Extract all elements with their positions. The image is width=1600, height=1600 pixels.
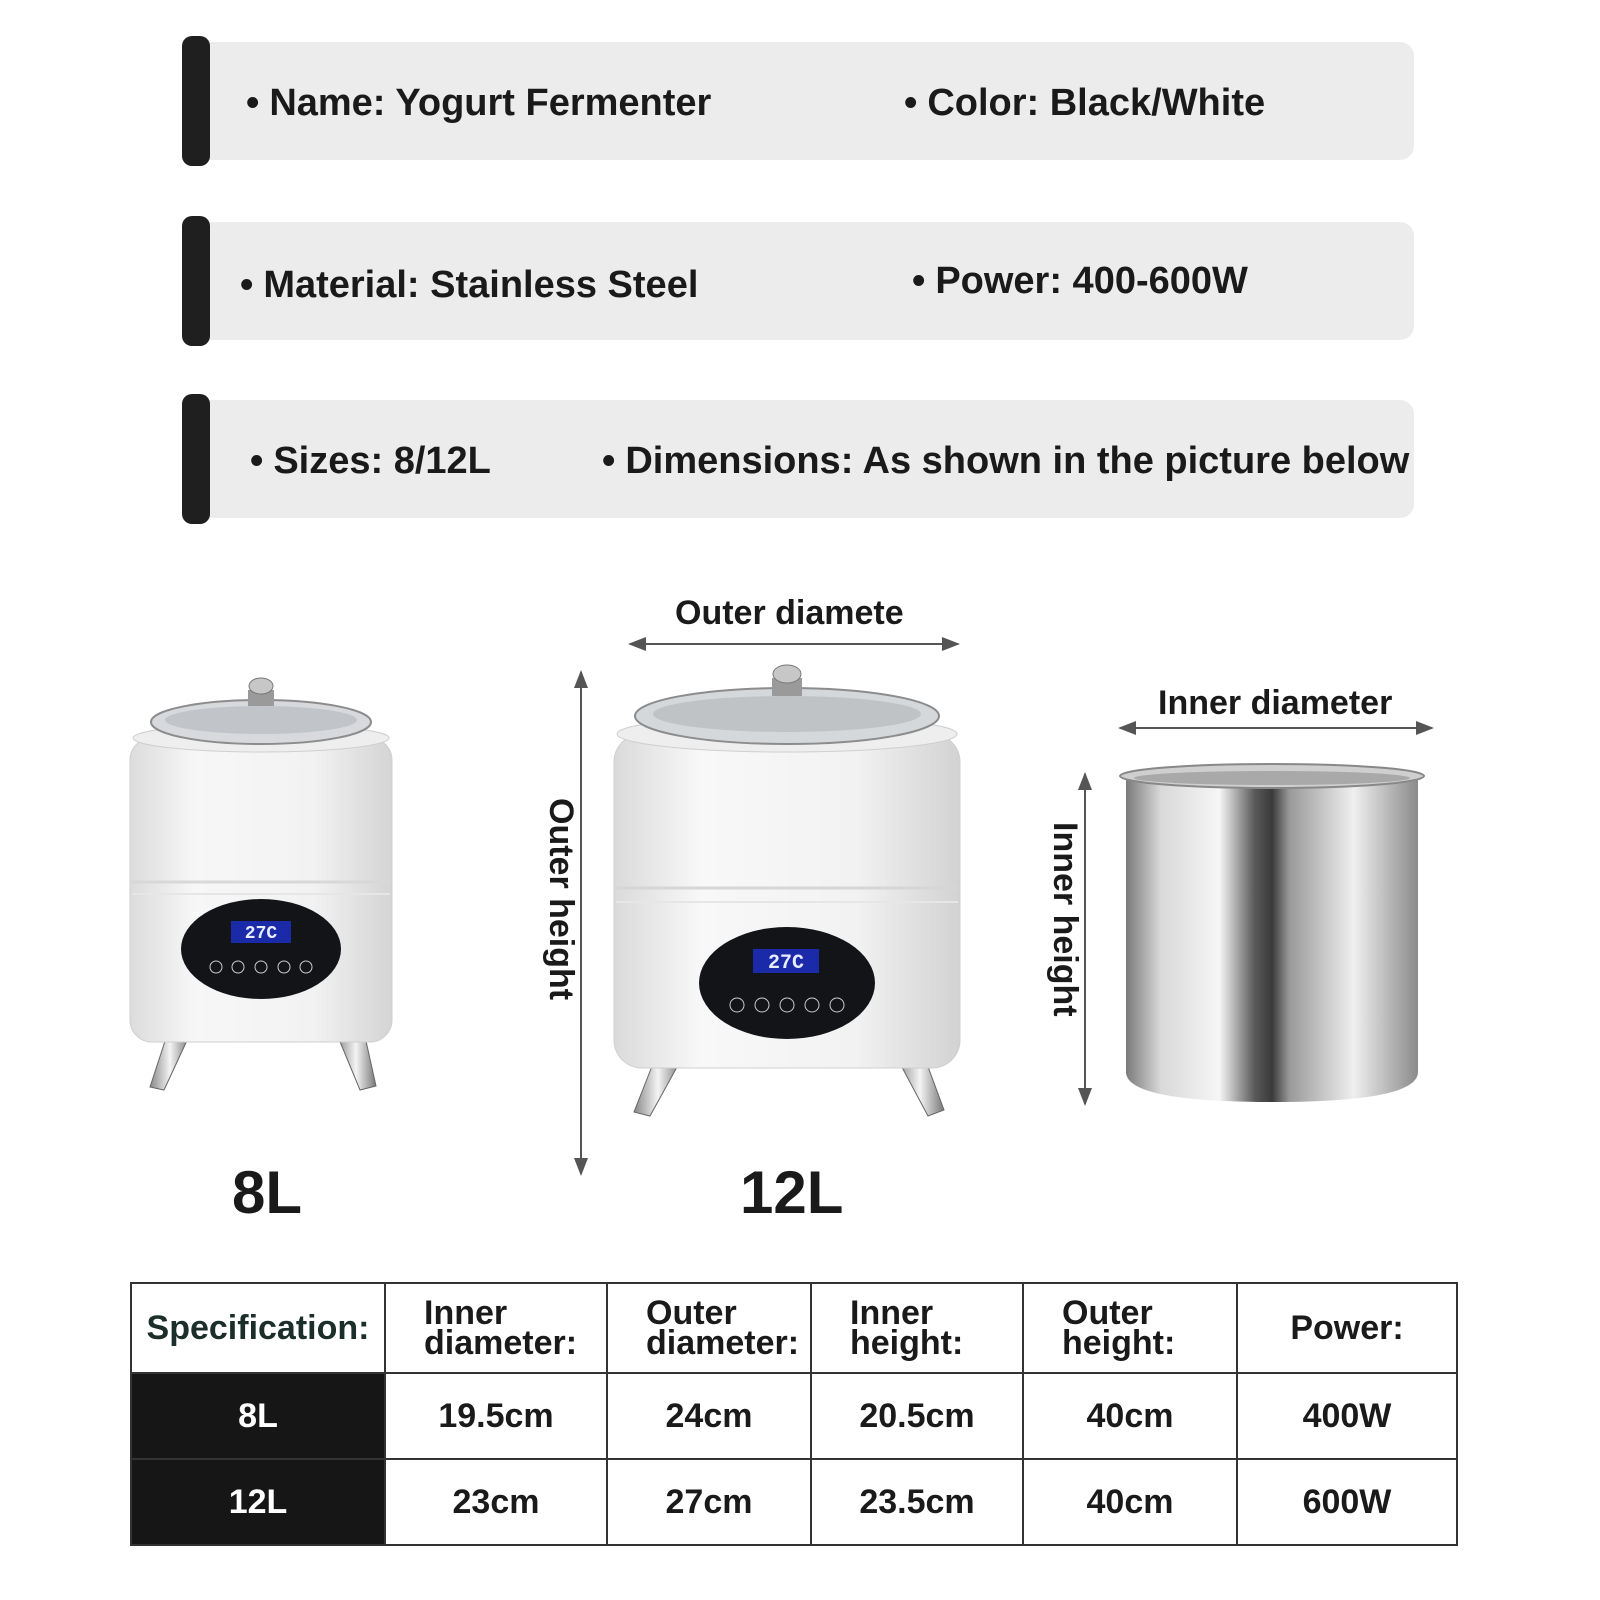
inner-diameter-arrow — [1120, 727, 1432, 729]
outer-height-label: Outer height — [542, 798, 580, 1001]
cell-inner-height: 20.5cm — [811, 1373, 1023, 1459]
display-12l: 27C — [767, 952, 805, 975]
table-row — [131, 1459, 1457, 1545]
header-specification: Specification: — [131, 1283, 385, 1373]
bar-tab — [182, 394, 210, 524]
row-size: 12L — [131, 1459, 385, 1545]
outer-diameter-label: Outer diamete — [675, 594, 904, 632]
size-label-8l: 8L — [232, 1159, 303, 1226]
header-inner-height: Inner height: — [811, 1283, 1023, 1373]
inner-height-arrow — [1084, 774, 1086, 1104]
spec-bar-3 — [182, 400, 1414, 518]
inner-diameter-label: Inner diameter — [1158, 684, 1393, 722]
cell-power: 600W — [1237, 1459, 1457, 1545]
cell-inner-diameter: 23cm — [385, 1459, 607, 1545]
cell-outer-diameter: 24cm — [607, 1373, 811, 1459]
spec-material: • Material: Stainless Steel — [240, 264, 699, 306]
header-inner-diameter: Inner diameter: — [385, 1283, 607, 1373]
spec-color: • Color: Black/White — [904, 82, 1266, 124]
table-header-row — [131, 1283, 1457, 1373]
cell-power: 400W — [1237, 1373, 1457, 1459]
spec-sizes: • Sizes: 8/12L — [250, 440, 491, 482]
outer-diameter-arrow — [630, 643, 958, 645]
header-power: Power: — [1237, 1283, 1457, 1373]
row-size: 8L — [131, 1373, 385, 1459]
fermenter-12l-image — [612, 660, 982, 1120]
outer-height-arrow — [580, 672, 582, 1174]
size-label-12l: 12L — [740, 1159, 844, 1226]
display-8l: 27C — [244, 924, 278, 944]
fermenter-8l-image — [128, 672, 408, 1102]
header-outer-diameter: Outer diameter: — [607, 1283, 811, 1373]
spec-power: • Power: 400-600W — [912, 260, 1248, 302]
cell-inner-diameter: 19.5cm — [385, 1373, 607, 1459]
cell-outer-diameter: 27cm — [607, 1459, 811, 1545]
spec-bar-2 — [182, 222, 1414, 340]
inner-pot-image — [1116, 762, 1428, 1108]
bar-tab — [182, 216, 210, 346]
table-row — [131, 1373, 1457, 1459]
cell-outer-height: 40cm — [1023, 1373, 1237, 1459]
spec-bar-1 — [182, 42, 1414, 160]
bar-tab — [182, 36, 210, 166]
cell-inner-height: 23.5cm — [811, 1459, 1023, 1545]
cell-outer-height: 40cm — [1023, 1459, 1237, 1545]
spec-name: • Name: Yogurt Fermenter — [246, 82, 712, 124]
inner-height-label: Inner height — [1046, 822, 1084, 1017]
spec-dimensions: • Dimensions: As shown in the picture below — [602, 440, 1410, 482]
header-outer-height: Outer height: — [1023, 1283, 1237, 1373]
spec-table — [130, 1282, 1458, 1546]
